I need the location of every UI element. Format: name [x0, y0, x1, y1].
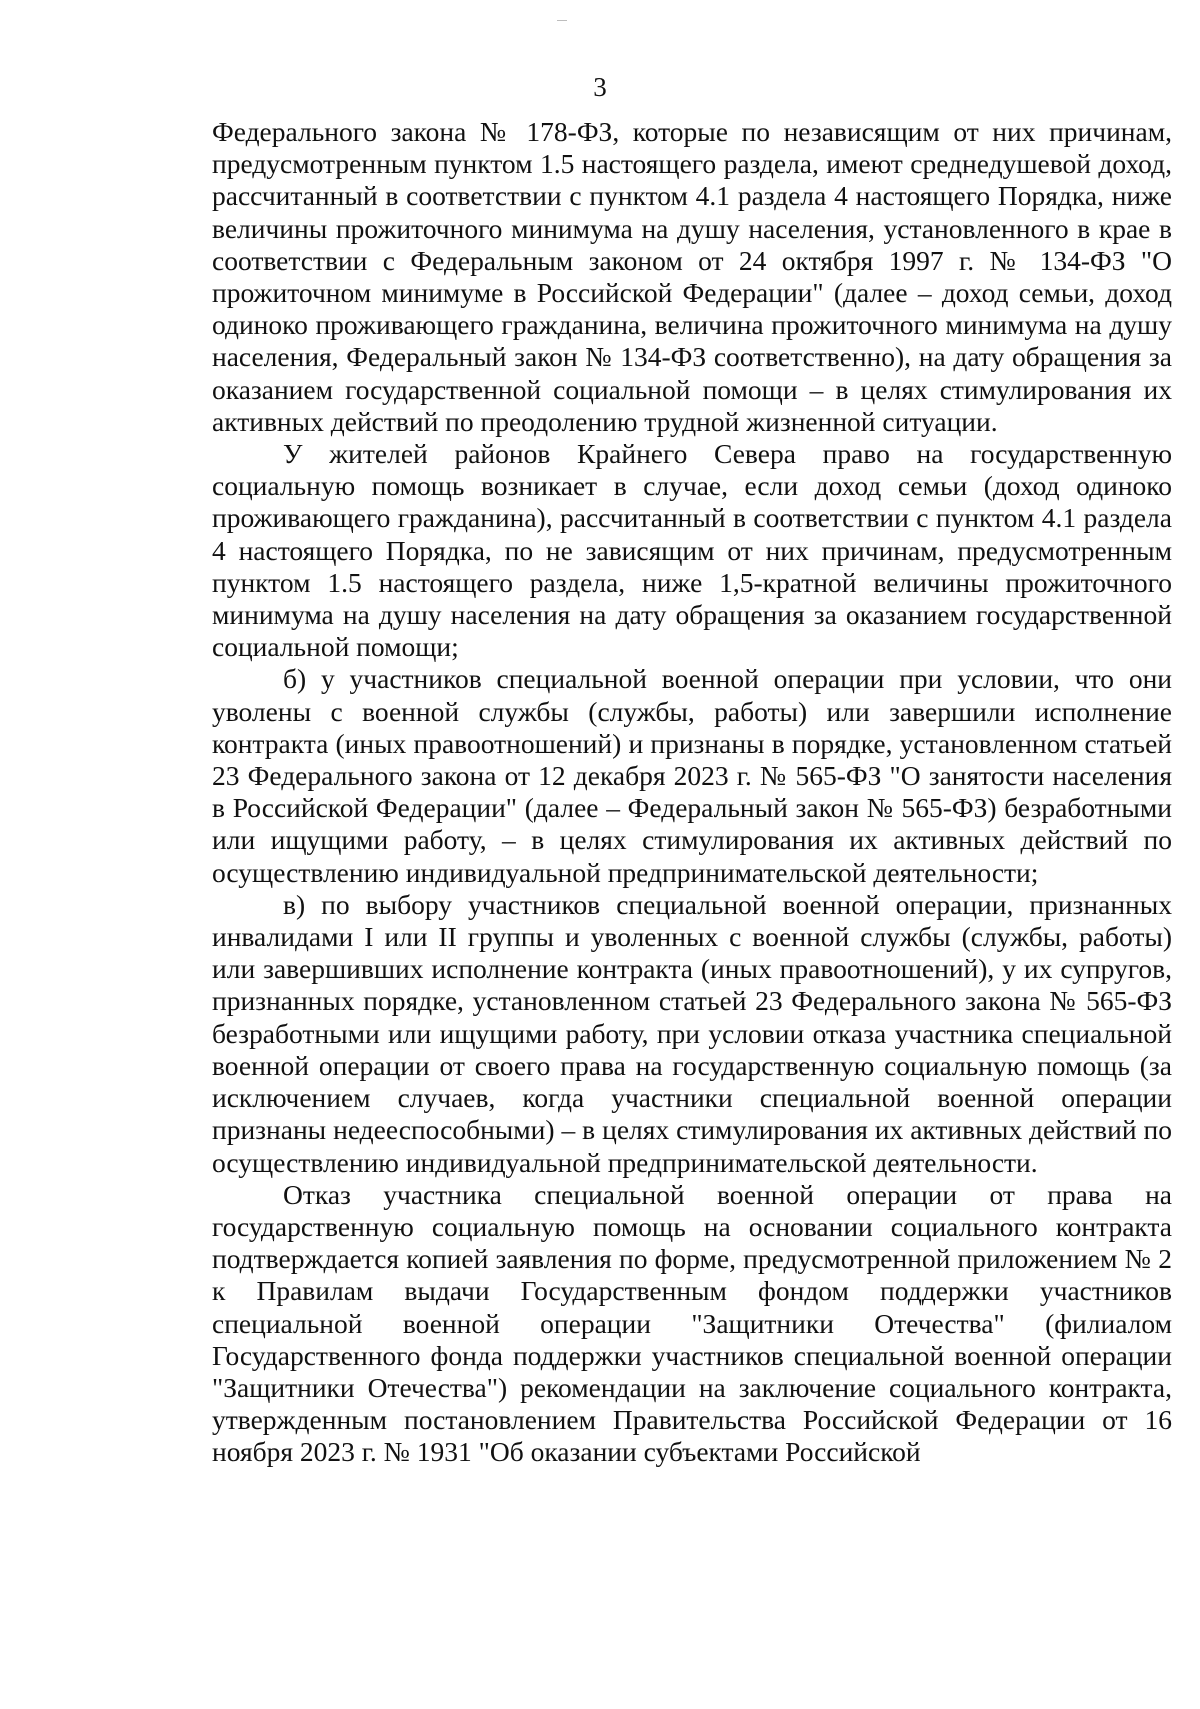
paragraph-refusal: Отказ участника специальной военной операции от права на государственную социальную помощь на основании социального контракта подтверждается копией заявления по форме, предусмотренной приложением № 2 к Правилам выдачи Государственным фондом поддержки участников специальной военной операции "Защитники Отечества" (филиалом Государственного фонда поддержки участников специальной военной операции "Защитники Отечества") рекомендации на заключение социального контракта, утвержденным постановлением Правительства Российской Федерации от 16 ноября 2023 г. № 1931 "Об оказании субъектами Российской — [212, 1178, 1172, 1468]
paragraph-continuation: Федерального закона № 178-ФЗ, которые по независящим от них причинам, предусмотренным пунктом 1.5 настоящего раздела, имеют среднедушевой доход, рассчитанный в соответствии с пунктом 4.1 раздела 4 настоящего Порядка, ниже величины прожиточного минимума на душу населения, установленного в крае в соответствии с Федеральным законом от 24 октября 1997 г. № 134-ФЗ "О прожиточном минимуме в Российской Федерации" (далее – доход семьи, доход одиноко проживающего гражданина, величина прожиточного минимума на душу населения, Федеральный закон № 134-ФЗ соответственно), на дату обращения за оказанием государственной социальной помощи – в целях стимулирования их активных действий по преодолению трудной жизненной ситуации. — [212, 116, 1172, 437]
page-number: 3 — [593, 72, 607, 102]
scan-speck — [557, 20, 567, 21]
paragraph-item-b: б) у участников специальной военной операции при условии, что они уволены с военной службы (службы, работы) или завершили исполнение контракта (иных правоотношений) и признаны в порядке, установленном статьей 23 Федерального закона от 12 декабря 2023 г. № 565-ФЗ "О занятости населения в Российской Федерации" (далее – Федеральный закон № 565-ФЗ) безработными или ищущими работу, – в целях стимулирования их активных действий по осуществлению индивидуальной предпринимательской деятельности; — [212, 663, 1172, 888]
paragraph-far-north: У жителей районов Крайнего Севера право на государственную социальную помощь возникает в случае, если доход семьи (доход одиноко проживающего гражданина), рассчитанный в соответствии с пунктом 4.1 раздела 4 настоящего Порядка, по не зависящим от них причинам, предусмотренным пунктом 1.5 настоящего раздела, ниже 1,5-кратной величины прожиточного минимума на душу населения на дату обращения за оказанием государственной социальной помощи; — [212, 438, 1172, 663]
document-body — [212, 116, 1172, 1469]
paragraph-item-v: в) по выбору участников специальной военной операции, признанных инвалидами I или II группы и уволенных с военной службы (службы, работы) или завершивших исполнение контракта (иных правоотношений), у их супругов, признанных порядке, установленном статьей 23 Федерального закона № 565-ФЗ безработными или ищущими работу, при условии отказа участника специальной военной операции от своего права на государственную социальную помощь (за исключением случаев, когда участники специальной военной операции признаны недееспособными) – в целях стимулирования их активных действий по осуществлению индивидуальной предпринимательской деятельности. — [212, 888, 1172, 1178]
